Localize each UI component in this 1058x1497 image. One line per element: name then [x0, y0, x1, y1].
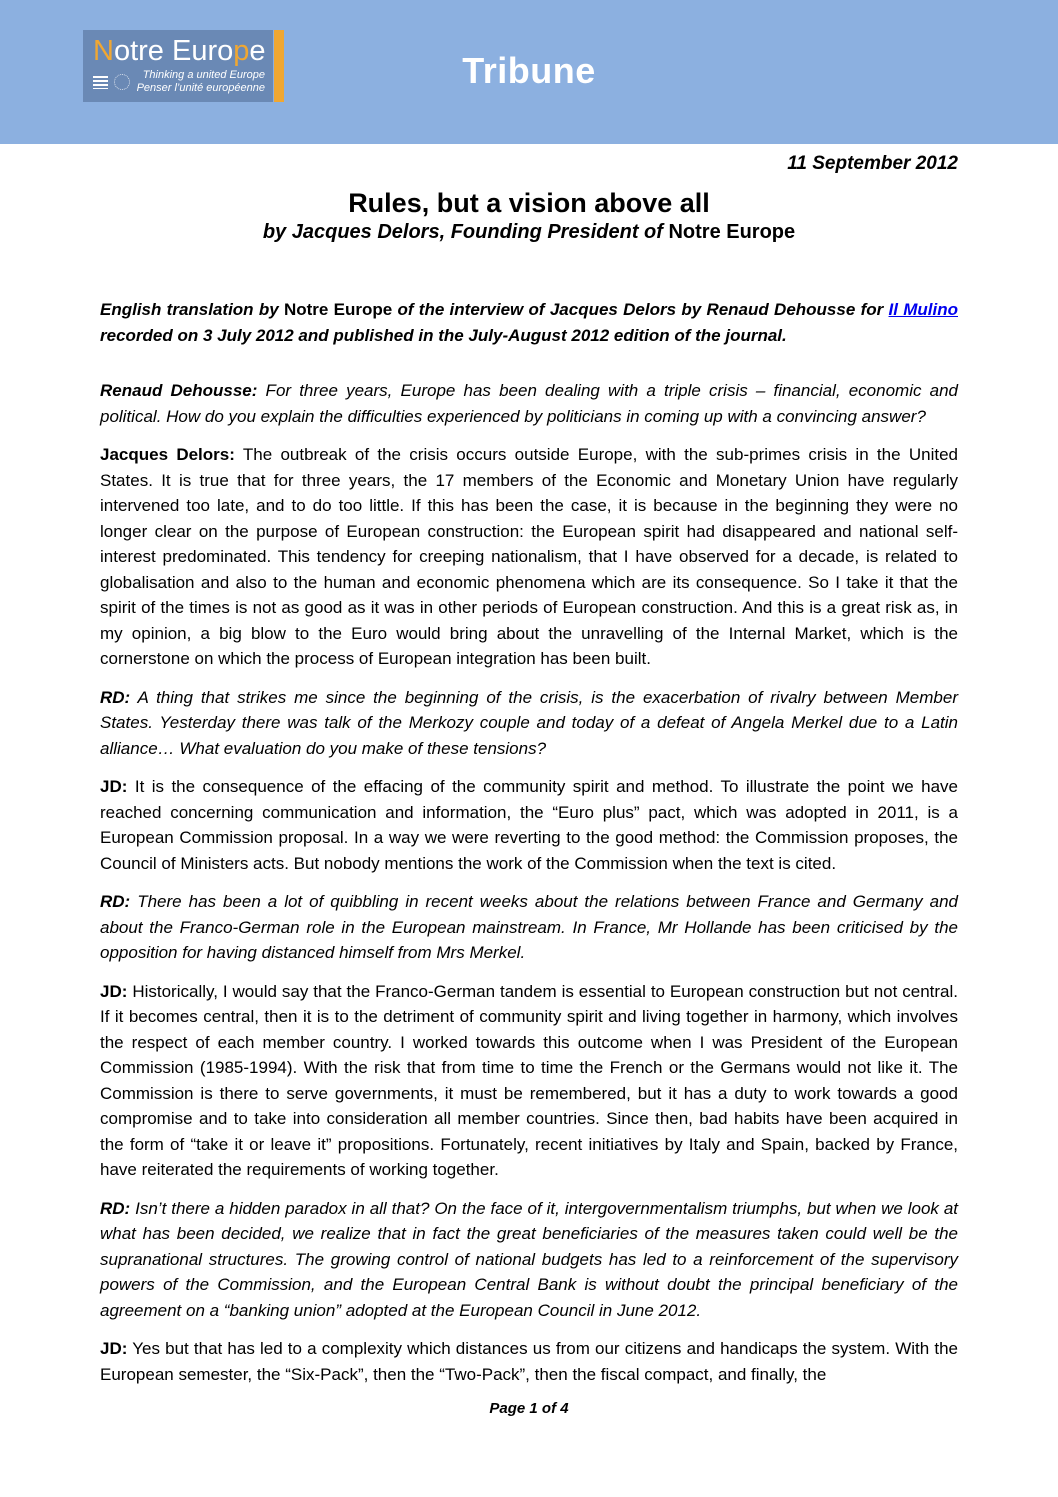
logo-tagline-fr: Penser l’unité européenne [136, 82, 265, 94]
paragraph-text: Yes but that has led to a complexity which distances us from our citizens and handicaps the system. With the European semester, the “Six-Pack”, then the “Two-Pack”, then the fiscal compact, and finally, the [100, 1339, 958, 1384]
paragraph-text: It is the consequence of the effacing of the community spirit and method. To illustrate the point we have reached concerning communication and information, the “Euro plus” pact, which was adopted in 2011, is a European Commission proposal. In a way we were reverting to the good method: the Commission proposes, the Council of Ministers acts. But nobody mentions the work of the Commission when the text is cited. [100, 777, 958, 873]
paragraph-text: There has been a lot of quibbling in recent weeks about the relations between France and Germany and about the Franco-German role in the European mainstream. In France, Mr Hollande has been criticised by the opposition for having distanced himself from Mrs Merkel. [100, 892, 958, 962]
speaker-label: JD: [100, 981, 128, 1001]
paragraph-text: Historically, I would say that the Franco-German tandem is essential to European construction but not central. If it becomes central, then it is to the detriment of community spirit and living together in harmony, which involves the respect of each member country. I worked towards this outcome when I was President of the European Commission (1985-1994). With the risk that from time to time the French or the Germans would not like it. The Commission is there to serve governments, it must be remembered, but it has a duty to work towards a good compromise and to take into consideration all member countries. Since then, bad habits have been acquired in the form of “take it or leave it” propositions. Fortunately, recent initiatives by Italy and Spain, backed by France, have reiterated the requirements of working together. [100, 981, 958, 1179]
intro-segment-1: English translation by [100, 300, 284, 319]
answer-paragraph [100, 979, 958, 1183]
intro-segment-3: recorded on 3 July 2012 and published in the July-August 2012 edition of the journal. [100, 325, 787, 345]
answer-paragraph [100, 1336, 958, 1387]
paragraph-text: A thing that strikes me since the beginning of the crisis, is the exacerbation of rivalry between Member States. Yesterday there was talk of the Merkozy couple and today of a defeat of Angela Merkel due to a Latin alliance… What evaluation do you make of these tensions? [100, 687, 958, 758]
speaker-label: JD: [100, 1339, 128, 1358]
article-title: Rules, but a vision above all [348, 188, 710, 218]
intro-brand: Notre Europe [283, 300, 393, 319]
question-paragraph [100, 889, 958, 966]
translation-note [100, 297, 958, 348]
publication-title: Tribune [462, 50, 596, 91]
question-paragraph [100, 378, 958, 429]
paragraph-text: Isn’t there a hidden paradox in all that? On the face of it, intergovernmentalism triumphs, but when we look at what has been decided, we realize that in fact the great beneficiaries of the measures taken could well be the supranational structures. The growing control of national budgets has led to a reinforcement of the supervisory powers of the Commission, and the European Central Bank is without doubt the principal beneficiary of the agreement on a “banking union” adopted at the European Council in June 2012. [100, 1198, 958, 1320]
byline-italic-part: by Jacques Delors, Founding President of [262, 221, 669, 243]
logo-letter-e: e [249, 35, 266, 67]
answer-paragraph [100, 774, 958, 876]
article-byline [100, 221, 958, 244]
document-content [0, 153, 1058, 1387]
document-date: 11 September 2012 [787, 153, 958, 174]
page-number: Page 1 of 4 [489, 1400, 569, 1417]
speaker-label: RD: [100, 892, 131, 911]
il-mulino-link[interactable]: Il Mulino [888, 300, 958, 319]
paragraph-text: For three years, Europe has been dealing with a triple crisis – financial, economic and political. How do you explain the difficulties experienced by politicians in coming up with a convincing answer? [100, 381, 958, 426]
answer-paragraph [100, 442, 958, 672]
header-band [0, 0, 1058, 144]
logo-tagline-en: Thinking a united Europe [142, 69, 265, 81]
question-paragraph [100, 1196, 958, 1324]
speaker-label: JD: [100, 777, 128, 796]
speaker-label: Renaud Dehousse: [100, 381, 258, 400]
paragraph-text: The outbreak of the crisis occurs outside Europe, with the sub-primes crisis in the United States. It is true that for three years, the 17 members of the Economic and Monetary Union have regularly intervened too late, and to do too little. If this has been the case, it is because in the beginning they were no longer clear on the purpose of European construction: the European spirit had disappeared and national self-interest predominated. This tendency for creeping nationalism, that I have observed for a decade, is related to globalisation and also to the human and economic phenomena which are its consequence. So I take it that the spirit of the times is not as good as it was in other periods of European construction. And this is a great risk as, in my opinion, a big blow to the Euro would bring about the unravelling of the Internal Market, which is the cornerstone on which the process of European integration has been built. [100, 445, 958, 668]
speaker-label: RD: [100, 687, 131, 707]
speaker-label: RD: [100, 1198, 131, 1218]
question-paragraph [100, 685, 958, 762]
intro-segment-2: of the interview of Jacques Delors by Renaud Dehousse for [392, 300, 889, 319]
byline-brand-part: Notre Europe [668, 221, 796, 243]
logo-letters-mid: otre Euro [113, 35, 234, 67]
logo-letter-n: N [93, 35, 114, 67]
speaker-label: Jacques Delors: [100, 445, 235, 464]
logo-letter-p: p [233, 35, 250, 67]
